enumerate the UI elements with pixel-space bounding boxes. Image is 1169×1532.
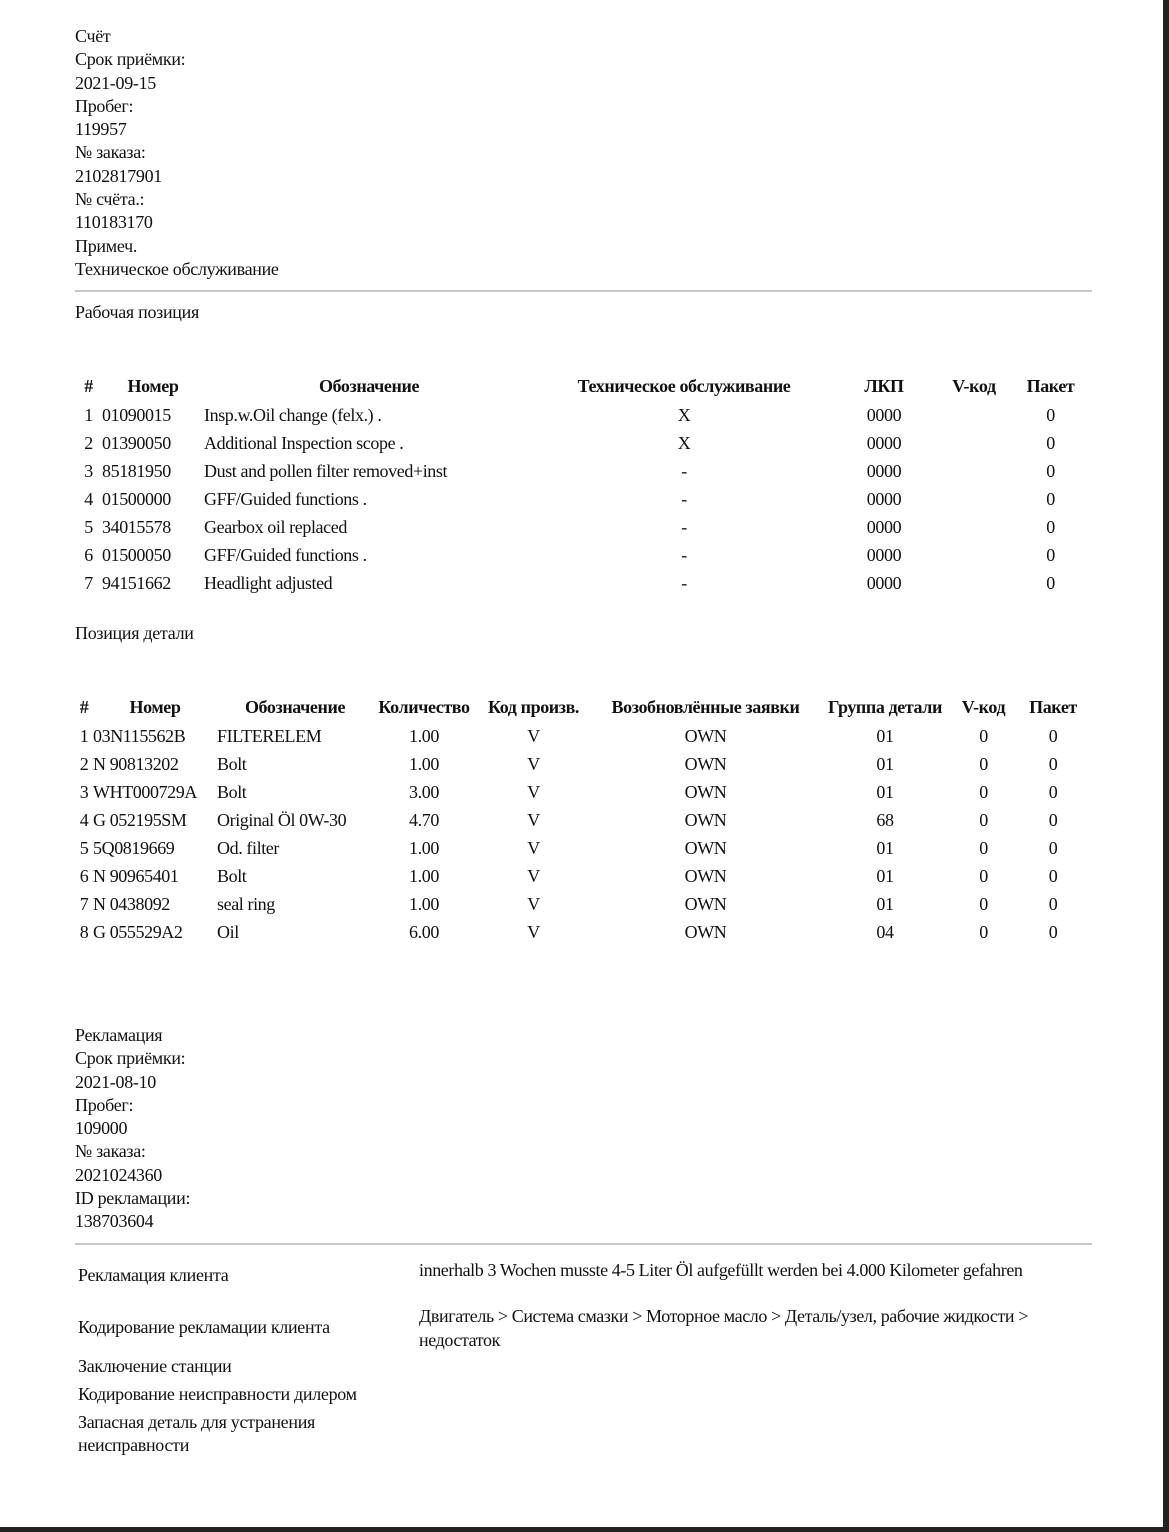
complaint-order-value: 2021024360 <box>75 1164 163 1185</box>
table-row: 7 N 0438092 seal ring 1.00 V OWN 01 0 0 <box>79 893 1058 914</box>
customer-complaint-text: innerhalb 3 Wochen musste 4-5 Liter Öl aufgefüllt werden bei 4.000 Kilometer gefahren <box>419 1260 1023 1280</box>
invoice-number-value: 110183170 <box>75 212 153 233</box>
mileage-label: Пробег: <box>75 95 134 116</box>
table-row: 6 01500050 GFF/Guided functions . - 0000 0 <box>84 544 1055 565</box>
complaint-order-label: № заказа: <box>75 1141 146 1162</box>
complaint-title: Рекламация <box>75 1025 163 1045</box>
complaint-mileage-label: Пробег: <box>75 1094 134 1115</box>
col-vcode: V-код <box>952 375 996 396</box>
spare-part-label-line2: неисправности <box>78 1435 190 1455</box>
mileage-value: 119957 <box>75 119 127 140</box>
customer-complaint-label: Рекламация клиента <box>78 1265 229 1285</box>
page-border-right <box>1163 0 1169 1532</box>
col-index: # <box>79 696 89 717</box>
complaint-date-value: 2021-08-10 <box>75 1071 156 1092</box>
col-index: # <box>84 375 93 396</box>
complaint-mileage-value: 109000 <box>75 1118 128 1139</box>
invoice-number-label: № счёта.: <box>75 189 145 210</box>
parts-section-title: Позиция детали <box>75 623 194 643</box>
col-paint: ЛКП <box>864 375 904 396</box>
col-designation: Обозначение <box>244 696 346 717</box>
col-number: Номер <box>127 375 179 396</box>
order-number-value: 2102817901 <box>75 165 163 186</box>
table-row: 5 5Q0819669 Od. filter 1.00 V OWN 01 0 0 <box>79 837 1058 858</box>
station-conclusion-label: Заключение станции <box>78 1356 232 1376</box>
invoice-title: Счёт <box>75 26 111 46</box>
table-row: 5 34015578 Gearbox oil replaced - 0000 0 <box>84 516 1055 537</box>
table-header-row <box>75 692 1090 722</box>
col-quantity: Количество <box>378 696 470 717</box>
col-package: Пакет <box>1026 375 1075 396</box>
complaint-coding-text-line2: недостаток <box>419 1330 500 1350</box>
col-designation: Обозначение <box>318 375 420 396</box>
table-row: 8 G 055529A2 Oil 6.00 V OWN 04 0 0 <box>79 921 1058 942</box>
page-border-bottom <box>0 1527 1169 1532</box>
table-header-row <box>75 371 1087 401</box>
note-label: Примеч. <box>75 235 138 256</box>
table-row: 3 WHT000729A Bolt 3.00 V OWN 01 0 0 <box>79 781 1058 802</box>
table-row: 6 N 90965401 Bolt 1.00 V OWN 01 0 0 <box>79 865 1058 886</box>
table-row: 2 01390050 Additional Inspection scope . X 0000 0 <box>84 432 1055 453</box>
complaint-id-label: ID рекламации: <box>75 1188 191 1209</box>
table-row: 3 85181950 Dust and pollen filter removed+inst - 0000 0 <box>84 460 1055 481</box>
table-row: 1 01090015 Insp.w.Oil change (felx.) . X 0000 0 <box>84 404 1055 425</box>
divider <box>75 290 1092 292</box>
col-renewed-orders: Возобновлённые заявки <box>611 696 800 717</box>
col-vcode: V-код <box>961 696 1006 717</box>
spare-part-label-line1: Запасная деталь для устранения <box>78 1412 316 1432</box>
dealer-coding-label: Кодирование неисправности дилером <box>78 1384 357 1404</box>
complaint-info <box>75 1024 190 1234</box>
order-number-label: № заказа: <box>75 142 146 163</box>
col-package: Пакет <box>1029 696 1077 717</box>
invoice-info <box>75 25 279 281</box>
table-row: 4 G 052195SM Original Öl 0W-30 4.70 V OWN 68 0 0 <box>79 809 1058 830</box>
col-part-group: Группа детали <box>828 696 942 717</box>
table-row: 4 01500000 GFF/Guided functions . - 0000 0 <box>84 488 1055 509</box>
table-row: 7 94151662 Headlight adjusted - 0000 0 <box>84 572 1055 593</box>
complaint-id-value: 138703604 <box>75 1211 154 1232</box>
acceptance-date-label: Срок приёмки: <box>75 49 186 70</box>
complaint-date-label: Срок приёмки: <box>75 1048 186 1069</box>
divider <box>75 1243 1092 1245</box>
complaint-coding-text-line1: Двигатель > Система смазки > Моторное масло > Деталь/узел, рабочие жидкости > <box>419 1306 1029 1326</box>
acceptance-date-value: 2021-09-15 <box>75 72 156 93</box>
work-section-title: Рабочая позиция <box>75 302 199 322</box>
col-number: Номер <box>129 696 181 717</box>
table-row: 2 N 90813202 Bolt 1.00 V OWN 01 0 0 <box>79 753 1058 774</box>
col-manufacturer-code: Код произв. <box>487 696 580 717</box>
work-positions-table <box>75 371 1087 597</box>
complaint-coding-label: Кодирование рекламации клиента <box>78 1317 330 1337</box>
parts-table <box>75 692 1090 946</box>
table-row: 1 03N115562B FILTERELEM 1.00 V OWN 01 0 0 <box>79 725 1058 746</box>
col-maintenance: Техническое обслуживание <box>577 375 791 396</box>
note-value: Техническое обслуживание <box>75 258 279 279</box>
